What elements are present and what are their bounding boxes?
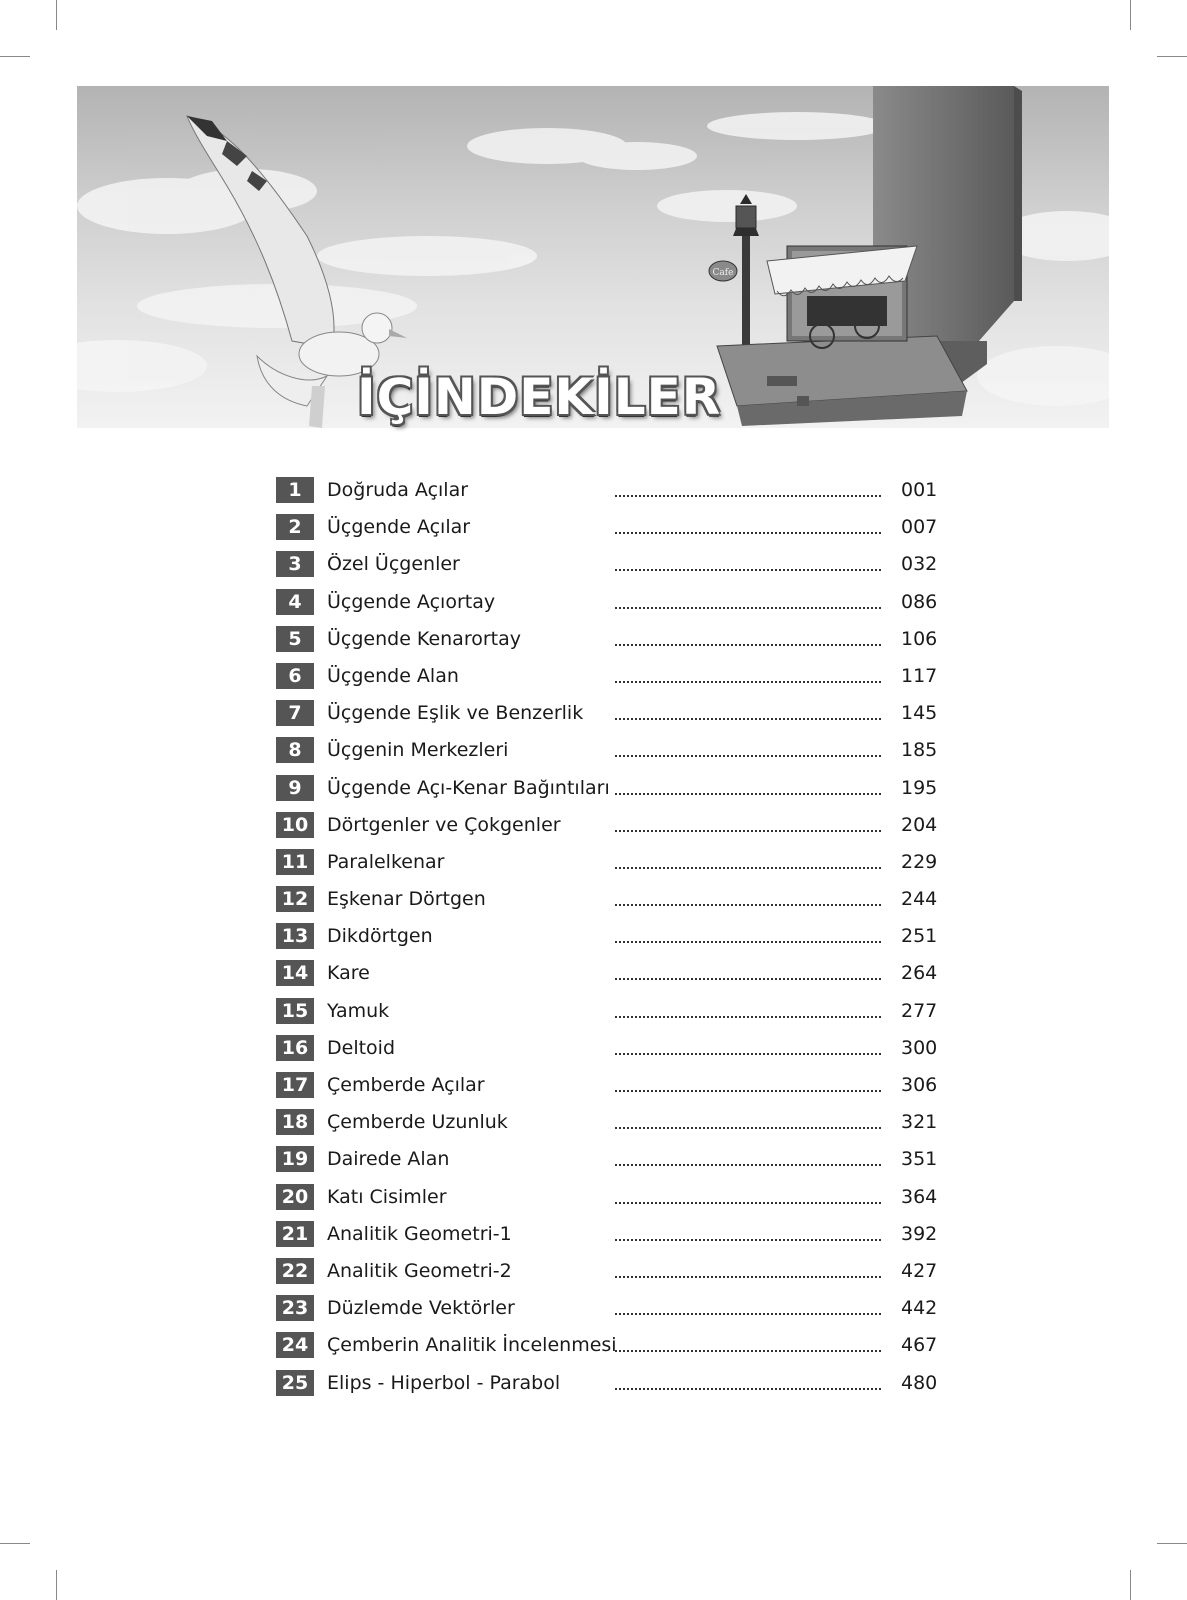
- chapter-title: Eşkenar Dörtgen: [327, 888, 486, 911]
- toc-entry: [276, 921, 936, 958]
- page-number: 251: [901, 925, 938, 948]
- page-number: 264: [901, 962, 938, 985]
- chapter-number-badge: 22: [276, 1258, 314, 1284]
- crop-mark: [1130, 1570, 1131, 1600]
- dot-leader: [615, 1276, 881, 1278]
- chapter-number-badge: 18: [276, 1109, 314, 1135]
- toc-entry: [276, 1033, 936, 1070]
- chapter-number-badge: 9: [276, 775, 314, 801]
- chapter-number-badge: 21: [276, 1221, 314, 1247]
- page-number: 086: [901, 590, 938, 613]
- chapter-number-badge: 3: [276, 551, 314, 577]
- toc-entry: [276, 587, 936, 624]
- page-number: 195: [901, 776, 938, 799]
- chapter-title: Dörtgenler ve Çokgenler: [327, 813, 561, 836]
- toc-entry: [276, 1144, 936, 1181]
- toc-entry: [276, 661, 936, 698]
- dot-leader: [615, 830, 881, 832]
- page-number: 351: [901, 1148, 938, 1171]
- chapter-number-badge: 20: [276, 1184, 314, 1210]
- page-number: 306: [901, 1074, 938, 1096]
- dot-leader: [615, 978, 881, 980]
- toc-entry: [276, 1070, 936, 1107]
- toc-entry: [276, 698, 936, 735]
- chapter-number-badge: 23: [276, 1295, 314, 1321]
- dot-leader: [615, 532, 881, 534]
- page-number: 106: [901, 627, 938, 650]
- toc-entry: [276, 810, 936, 847]
- page-number: 277: [901, 999, 938, 1022]
- dot-leader: [615, 1388, 881, 1390]
- page-number: 392: [901, 1222, 938, 1245]
- dot-leader: [615, 793, 881, 795]
- chapter-title: Özel Üçgenler: [327, 553, 460, 576]
- page-number: 007: [901, 516, 938, 539]
- chapter-number-badge: 11: [276, 849, 314, 875]
- toc-entry: [276, 1107, 936, 1144]
- chapter-number-badge: 25: [276, 1370, 314, 1396]
- toc-entry: [276, 549, 936, 586]
- page-number: 032: [901, 553, 938, 576]
- toc-entry: [276, 884, 936, 921]
- dot-leader: [615, 1313, 881, 1315]
- chapter-title: Analitik Geometri-1: [327, 1222, 512, 1245]
- toc-entry: [276, 1256, 936, 1293]
- chapter-title: Üçgenin Merkezleri: [327, 739, 509, 762]
- toc-entry: [276, 1219, 936, 1256]
- chapter-title: Doğruda Açılar: [327, 479, 469, 501]
- chapter-number-badge: 14: [276, 960, 314, 986]
- page-number: 229: [901, 850, 938, 873]
- chapter-title: Çemberin Analitik İncelenmesi: [327, 1334, 617, 1357]
- page-number: 364: [901, 1185, 938, 1208]
- crop-mark: [56, 0, 57, 30]
- toc-entry: [276, 958, 936, 995]
- chapter-title: Kare: [327, 962, 370, 985]
- page-number: 300: [901, 1036, 938, 1059]
- chapter-number-badge: 7: [276, 700, 314, 726]
- chapter-number-badge: 17: [276, 1072, 314, 1098]
- chapter-title: Katı Cisimler: [327, 1185, 447, 1208]
- svg-text:Cafe: Cafe: [712, 268, 734, 278]
- dot-leader: [615, 1164, 881, 1166]
- dot-leader: [615, 495, 881, 497]
- chapter-number-badge: 4: [276, 589, 314, 615]
- chapter-title: Deltoid: [327, 1036, 396, 1059]
- page-number: 117: [901, 664, 938, 687]
- page-number: 442: [901, 1297, 938, 1320]
- chapter-number-badge: 12: [276, 886, 314, 912]
- toc-entry: [276, 512, 936, 549]
- dot-leader: [615, 1350, 881, 1352]
- chapter-number-badge: 5: [276, 626, 314, 652]
- crop-mark: [1157, 1543, 1187, 1544]
- toc-entry: [276, 1368, 936, 1405]
- chapter-title: Dikdörtgen: [327, 925, 433, 948]
- dot-leader: [615, 1202, 881, 1204]
- dot-leader: [615, 867, 881, 869]
- chapter-number-badge: 10: [276, 812, 314, 838]
- page-number: 145: [901, 702, 938, 725]
- chapter-title: Paralelkenar: [327, 850, 445, 873]
- page-number: 427: [901, 1259, 938, 1282]
- toc-entry: [276, 624, 936, 661]
- dot-leader: [615, 1016, 881, 1018]
- toc-entry: [276, 773, 936, 810]
- crop-mark: [0, 56, 30, 57]
- dot-leader: [615, 569, 881, 571]
- chapter-title: Dairede Alan: [327, 1148, 450, 1171]
- chapter-number-badge: 6: [276, 663, 314, 689]
- chapter-title: Çemberde Açılar: [327, 1074, 485, 1096]
- toc-entry: [276, 1293, 936, 1330]
- page-number: 467: [901, 1334, 938, 1357]
- toc-entry: [276, 735, 936, 772]
- toc-entry: [276, 1182, 936, 1219]
- page-number: 001: [901, 479, 938, 501]
- chapter-title: Üçgende Eşlik ve Benzerlik: [327, 702, 584, 725]
- dot-leader: [615, 607, 881, 609]
- chapter-number-badge: 16: [276, 1035, 314, 1061]
- chapter-number-badge: 19: [276, 1146, 314, 1172]
- dot-leader: [615, 941, 881, 943]
- crop-mark: [1157, 56, 1187, 57]
- page-number: 321: [901, 1111, 938, 1134]
- dot-leader: [615, 644, 881, 646]
- chapter-title: Yamuk: [327, 999, 390, 1022]
- chapter-number-badge: 15: [276, 998, 314, 1024]
- dot-leader: [615, 681, 881, 683]
- dot-leader: [615, 1090, 881, 1092]
- chapter-title: Elips - Hiperbol - Parabol: [327, 1371, 561, 1394]
- chapter-title: Üçgende Alan: [327, 664, 459, 687]
- chapter-title: Düzlemde Vektörler: [327, 1297, 515, 1320]
- crop-mark: [1130, 0, 1131, 30]
- dot-leader: [615, 718, 881, 720]
- toc-entry: [276, 847, 936, 884]
- chapter-title: Analitik Geometri-2: [327, 1259, 512, 1282]
- crop-mark: [0, 1543, 30, 1544]
- page-number: 480: [901, 1371, 938, 1394]
- dot-leader: [615, 1239, 881, 1241]
- crop-mark: [56, 1570, 57, 1600]
- toc-entry: [276, 996, 936, 1033]
- chapter-number-badge: 2: [276, 514, 314, 540]
- chapter-title: Üçgende Kenarortay: [327, 627, 521, 650]
- chapter-title: Üçgende Açı-Kenar Bağıntıları: [327, 776, 610, 799]
- chapter-number-badge: 8: [276, 737, 314, 763]
- chapter-title: Çemberde Uzunluk: [327, 1111, 508, 1134]
- dot-leader: [615, 1053, 881, 1055]
- page-number: 204: [901, 813, 938, 836]
- dot-leader: [615, 755, 881, 757]
- page-number: 244: [901, 888, 938, 911]
- chapter-number-badge: 1: [276, 477, 314, 503]
- chapter-title: Üçgende Açıortay: [327, 590, 496, 613]
- toc-entry: [276, 475, 936, 512]
- page-title: İÇİNDEKİLER: [357, 368, 722, 426]
- table-of-contents: [276, 475, 936, 1405]
- toc-entry: [276, 1330, 936, 1367]
- chapter-title: Üçgende Açılar: [327, 516, 471, 539]
- chapter-number-badge: 24: [276, 1332, 314, 1358]
- chapter-number-badge: 13: [276, 923, 314, 949]
- dot-leader: [615, 904, 881, 906]
- page-number: 185: [901, 739, 938, 762]
- dot-leader: [615, 1127, 881, 1129]
